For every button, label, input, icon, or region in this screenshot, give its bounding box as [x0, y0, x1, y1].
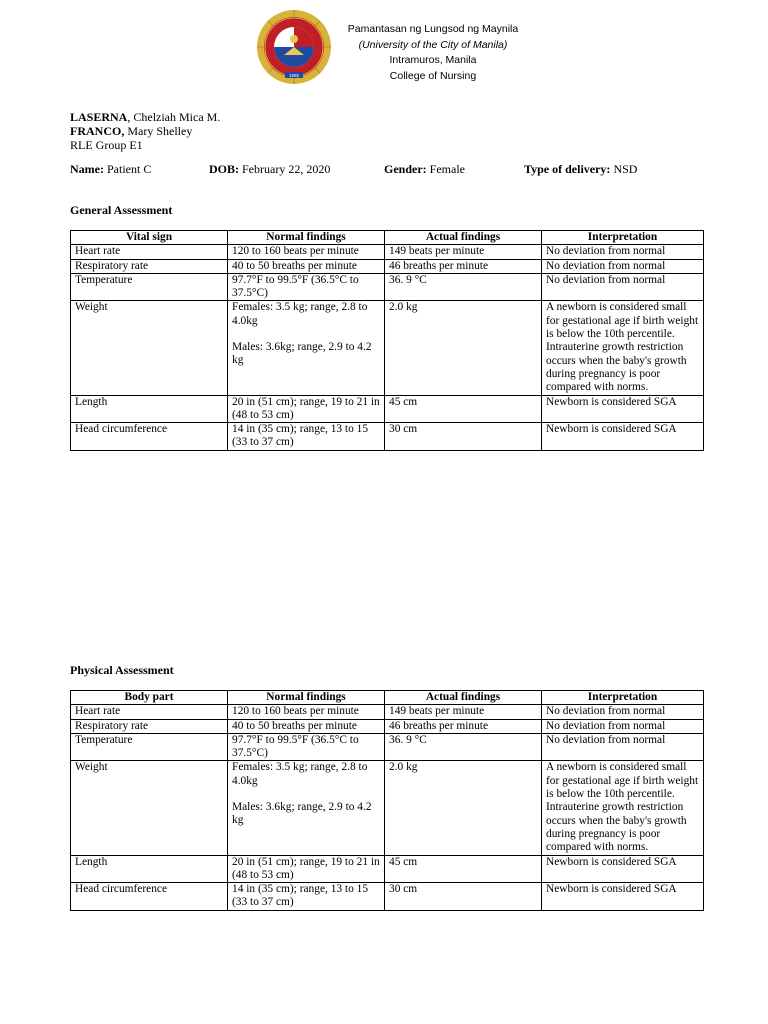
table-cell: Temperature: [71, 273, 228, 301]
table-cell: 14 in (35 cm); range, 13 to 15 (33 to 37 cm): [228, 883, 385, 911]
patient-gender: Gender: Female: [384, 162, 465, 176]
general-assessment-title: General Assessment: [70, 203, 173, 217]
patient-dob: DOB: February 22, 2020: [209, 162, 331, 176]
table-cell: Length: [71, 395, 228, 423]
table-header-row: [71, 231, 704, 245]
author-2-lastname: FRANCO,: [70, 124, 125, 138]
column-header: Actual findings: [385, 231, 542, 245]
table-cell: 14 in (35 cm); range, 13 to 15 (33 to 37 cm): [228, 423, 385, 451]
table-cell: 2.0 kg: [385, 761, 542, 855]
table-row: [71, 259, 704, 273]
table-cell: 97.7°F to 99.5°F (36.5°C to 37.5°C): [228, 273, 385, 301]
table-cell: 30 cm: [385, 883, 542, 911]
university-name-english: (University of the City of Manila): [358, 38, 508, 51]
table-cell: 46 breaths per minute: [385, 259, 542, 273]
column-header: Normal findings: [228, 231, 385, 245]
column-header: Interpretation: [542, 231, 704, 245]
weight-females: Females: 3.5 kg; range, 2.8 to 4.0kg: [232, 301, 368, 327]
author-2: [70, 124, 220, 138]
table-cell: 30 cm: [385, 423, 542, 451]
weight-males: Males: 3.6kg; range, 2.9 to 4.2 kg: [232, 801, 372, 827]
table-cell: 2.0 kg: [385, 301, 542, 395]
table-cell: [228, 761, 385, 855]
table-cell: 45 cm: [385, 855, 542, 883]
table-row: [71, 883, 704, 911]
table-cell: Weight: [71, 301, 228, 395]
table-cell: Heart rate: [71, 245, 228, 259]
table-cell: 20 in (51 cm); range, 19 to 21 in (48 to 53 cm): [228, 855, 385, 883]
column-header: Normal findings: [228, 691, 385, 705]
table-cell: 40 to 50 breaths per minute: [228, 259, 385, 273]
table-cell: Respiratory rate: [71, 719, 228, 733]
table-cell: 46 breaths per minute: [385, 719, 542, 733]
table-cell: Respiratory rate: [71, 259, 228, 273]
author-block: [70, 110, 220, 152]
group-label: RLE Group E1: [70, 138, 143, 152]
table-row: [71, 395, 704, 423]
table-cell: [228, 301, 385, 395]
university-header: [338, 22, 528, 84]
table-row: [71, 733, 704, 761]
table-cell: No deviation from normal: [542, 273, 704, 301]
table-cell: 120 to 160 beats per minute: [228, 245, 385, 259]
table-cell: 36. 9 °C: [385, 273, 542, 301]
physical-assessment-title: Physical Assessment: [70, 663, 174, 677]
table-cell: No deviation from normal: [542, 259, 704, 273]
table-cell: Newborn is considered SGA: [542, 855, 704, 883]
svg-text:1965: 1965: [288, 73, 300, 78]
table-cell: 36. 9 °C: [385, 733, 542, 761]
table-cell: 40 to 50 breaths per minute: [228, 719, 385, 733]
author-1: [70, 110, 220, 124]
table-row: [71, 761, 704, 855]
table-row: [71, 855, 704, 883]
patient-name: Name: Patient C: [70, 162, 152, 176]
general-assessment-table: [70, 230, 704, 451]
table-cell: No deviation from normal: [542, 719, 704, 733]
table-cell: Length: [71, 855, 228, 883]
table-cell: 20 in (51 cm); range, 19 to 21 in (48 to 53 cm): [228, 395, 385, 423]
author-2-firstname: Mary Shelley: [124, 124, 193, 138]
table-cell: A newborn is considered small for gestational age if birth weight is below the 10th percentile. Intrauterine growth restriction occurs when the baby's growth during pregnancy is poor compared with norms.: [542, 301, 704, 395]
college-name: College of Nursing: [389, 69, 477, 82]
table-row: [71, 719, 704, 733]
column-header: Vital sign: [71, 231, 228, 245]
table-cell: No deviation from normal: [542, 245, 704, 259]
table-cell: No deviation from normal: [542, 733, 704, 761]
table-row: [71, 423, 704, 451]
table-cell: Temperature: [71, 733, 228, 761]
university-location: Intramuros, Manila: [389, 54, 477, 66]
table-cell: 45 cm: [385, 395, 542, 423]
patient-delivery-type: Type of delivery: NSD: [524, 162, 638, 176]
table-cell: Newborn is considered SGA: [542, 423, 704, 451]
table-cell: A newborn is considered small for gestational age if birth weight is below the 10th percentile. Intrauterine growth restriction occurs when the baby's growth during pregnancy is poor compared with norms.: [542, 761, 704, 855]
table-cell: 120 to 160 beats per minute: [228, 705, 385, 719]
author-1-firstname: , Chelziah Mica M.: [127, 110, 221, 124]
table-cell: 149 beats per minute: [385, 705, 542, 719]
table-row: [71, 273, 704, 301]
table-cell: Newborn is considered SGA: [542, 395, 704, 423]
table-row: [71, 245, 704, 259]
university-seal-logo: [256, 9, 332, 85]
university-name: Pamantasan ng Lungsod ng Maynila: [347, 23, 519, 35]
column-header: Body part: [71, 691, 228, 705]
table-cell: Heart rate: [71, 705, 228, 719]
physical-assessment-table: [70, 690, 704, 911]
column-header: Actual findings: [385, 691, 542, 705]
table-cell: Newborn is considered SGA: [542, 883, 704, 911]
weight-females: Females: 3.5 kg; range, 2.8 to 4.0kg: [232, 761, 368, 787]
column-header: Interpretation: [542, 691, 704, 705]
table-row: [71, 705, 704, 719]
table-cell: 97.7°F to 99.5°F (36.5°C to 37.5°C): [228, 733, 385, 761]
table-cell: Head circumference: [71, 423, 228, 451]
table-cell: No deviation from normal: [542, 705, 704, 719]
author-1-lastname: LASERNA: [70, 110, 128, 124]
table-cell: Weight: [71, 761, 228, 855]
table-row: [71, 301, 704, 395]
table-cell: 149 beats per minute: [385, 245, 542, 259]
table-cell: Head circumference: [71, 883, 228, 911]
weight-males: Males: 3.6kg; range, 2.9 to 4.2 kg: [232, 341, 372, 367]
table-header-row: [71, 691, 704, 705]
